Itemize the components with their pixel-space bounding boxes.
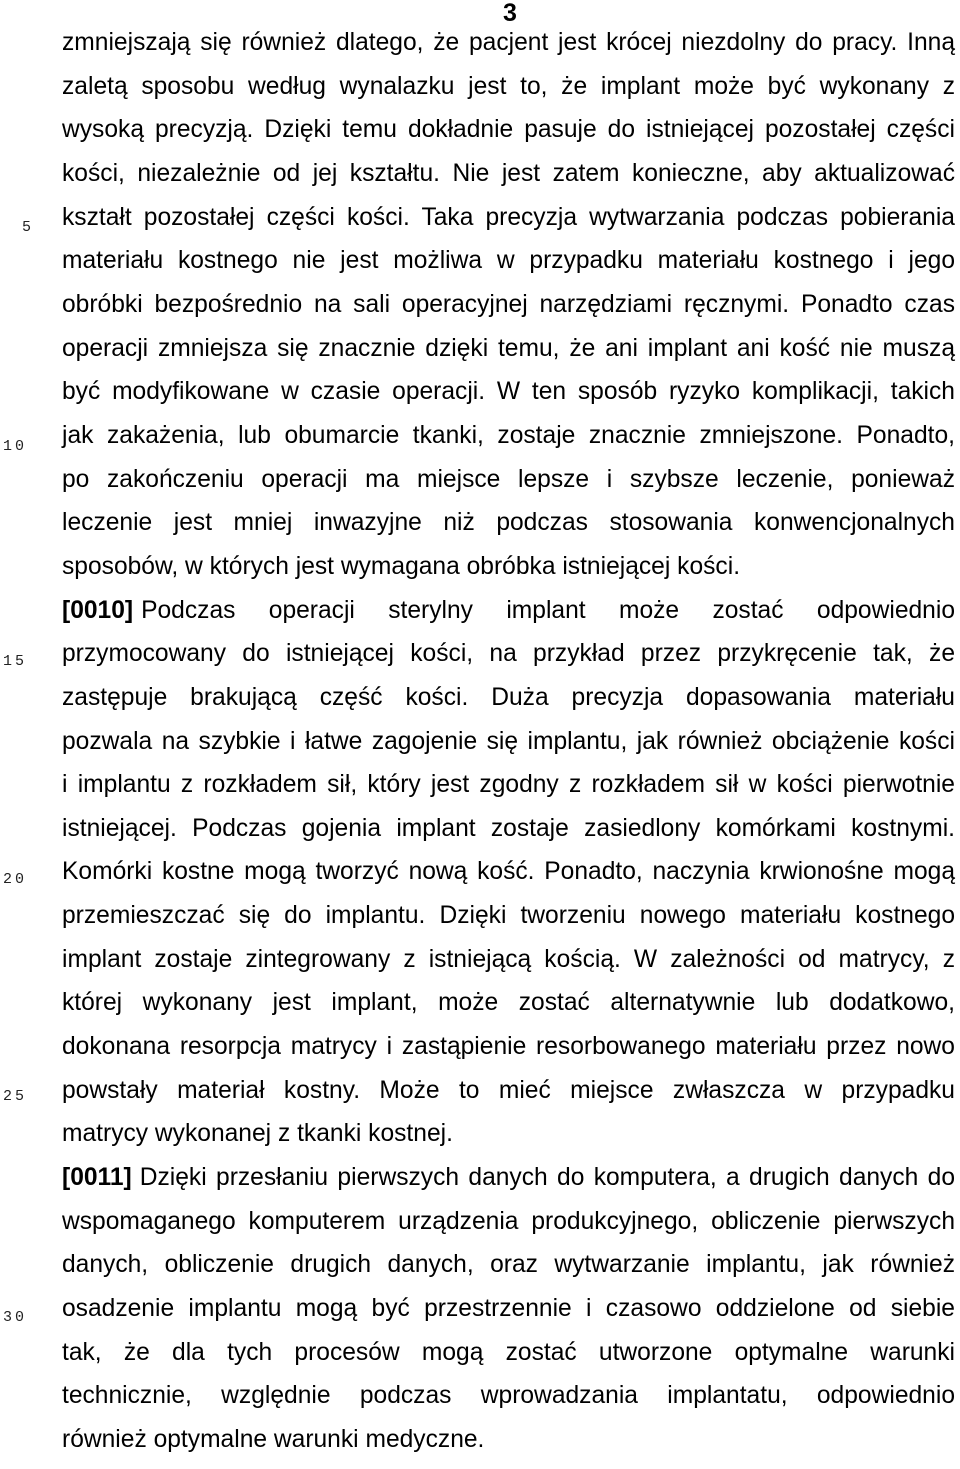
text-line: leczenie jest mniej inwazyjne niż podczas stosowania konwencjonalnych: [62, 509, 955, 537]
text-line: kości, niezależnie od jej kształtu. Nie jest zatem konieczne, aby aktualizować: [62, 159, 955, 187]
line-number: 20: [3, 871, 28, 888]
text-line: wysoką precyzją. Dzięki temu dokładnie pasuje do istniejącej pozostałej części: [62, 116, 955, 144]
text-line: sposobów, w których jest wymagana obróbka istniejącej kości.: [62, 552, 741, 580]
text-line: danych, obliczenie drugich danych, oraz wytwarzanie implantu, jak również: [62, 1251, 955, 1279]
text-line: której wykonany jest implant, może zostać alternatywnie lub dodatkowo,: [62, 989, 955, 1017]
text-line: implant zostaje zintegrowany z istniejącą kością. W zależności od matrycy, z: [62, 945, 955, 973]
paragraph: [62, 28, 955, 582]
text-line: obróbki bezpośrednio na sali operacyjnej narzędziami ręcznymi. Ponadto czas: [62, 290, 955, 318]
paragraph-0011: [62, 1163, 955, 1455]
text-line: Komórki kostne mogą tworzyć nową kość. Ponadto, naczynia krwionośne mogą: [62, 858, 955, 886]
text-line: wspomaganego komputerem urządzenia produkcyjnego, obliczenie pierwszych: [62, 1207, 955, 1235]
text-line: operacji zmniejsza się znacznie dzięki temu, że ani implant ani kość nie muszą: [62, 334, 955, 362]
line-number: 30: [3, 1309, 28, 1326]
text-line: być modyfikowane w czasie operacji. W ten sposób ryzyko komplikacji, takich: [62, 378, 955, 406]
text-line: również optymalne warunki medyczne.: [62, 1426, 485, 1453]
text-line: technicznie, względnie podczas wprowadzania implantatu, odpowiednio: [62, 1382, 955, 1410]
text-line: jak zakażenia, lub obumarcie tkanki, zostaje znacznie zmniejszone. Ponadto,: [62, 421, 955, 449]
text-line: przymocowany do istniejącej kości, na przykład przez przykręcenie tak, że: [62, 640, 955, 668]
text-line: dokonana resorpcja matrycy i zastąpienie resorbowanego materiału przez nowo: [62, 1033, 955, 1061]
text-line: zmniejszają się również dlatego, że pacjent jest krócej niezdolny do pracy. Inną: [62, 29, 955, 56]
text-line: materiału kostnego nie jest możliwa w przypadku materiału kostnego i jego: [62, 247, 955, 275]
line-number: 5: [22, 219, 35, 236]
line-number: 15: [3, 653, 28, 670]
text-line: tak, że dla tych procesów mogą zostać utworzone optymalne warunki: [62, 1338, 955, 1366]
text-line-content: Dzięki przesłaniu pierwszych danych do komputera, a drugich danych do: [139, 1164, 955, 1192]
text-line: zastępuje brakującą część kości. Duża precyzja dopasowania materiału: [62, 683, 955, 711]
text-line: pozwala na szybkie i łatwe zagojenie się implantu, jak również obciążenie kości: [62, 727, 955, 755]
text-line-content: Podczas operacji sterylny implant może zostać odpowiednio: [141, 596, 955, 624]
paragraph-number: [0010]: [62, 596, 134, 624]
text-line: kształt pozostałej części kości. Taka precyzja wytwarzania podczas pobierania: [62, 203, 955, 231]
text-line: powstały materiał kostny. Może to mieć miejsce zwłaszcza w przypadku: [62, 1076, 955, 1104]
text-line: po zakończeniu operacji ma miejsce lepsze i szybsze leczenie, ponieważ: [62, 465, 955, 493]
text-line: i implantu z rozkładem sił, który jest zgodny z rozkładem sił w kości pierwotnie: [62, 771, 955, 799]
page-number: 3: [503, 0, 517, 27]
text-line: matrycy wykonanej z tkanki kostnej.: [62, 1120, 453, 1148]
paragraph-0010: [62, 596, 955, 1150]
line-number: 25: [3, 1088, 28, 1105]
paragraph-number: [0011]: [62, 1164, 132, 1192]
line-number: 10: [3, 438, 28, 455]
document-body: [62, 28, 955, 1469]
text-line: osadzenie implantu mogą być przestrzennie i czasowo oddzielone od siebie: [62, 1295, 955, 1323]
text-line: istniejącej. Podczas gojenia implant zostaje zasiedlony komórkami kostnymi.: [62, 814, 955, 842]
text-line: zaletą sposobu według wynalazku jest to, że implant może być wykonany z: [62, 72, 955, 100]
text-line: przemieszczać się do implantu. Dzięki tworzeniu nowego materiału kostnego: [62, 902, 955, 930]
text-line: [62, 596, 955, 626]
text-line: [62, 1163, 955, 1193]
